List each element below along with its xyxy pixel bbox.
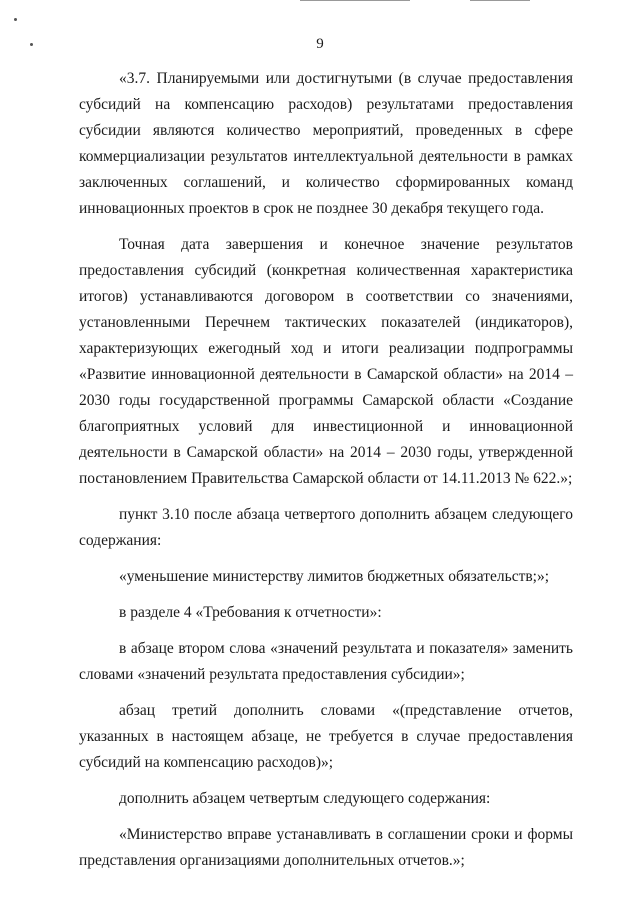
top-edge-mark (300, 0, 410, 1)
paragraph-exact-date: Точная дата завершения и конечное значение результатов предоставления субсидий (конкретная количественная характеристика итогов) устанавливаются договором в соответствии со значениями, установленными Перечнем тактических показателей (индикаторов), характеризующих ежегодный ход и итоги реализации подпрограммы «Развитие инновационной деятельности в Самарской области» на 2014 – 2030 годы государственной программы Самарской области «Создание благоприятных условий для инвестиционной и инновационной деятельности в Самарской области» на 2014 – 2030 годы, утвержденной постановлением Правительства Самарской области от 14.11.2013 № 622.»; (79, 236, 573, 487)
top-edge-mark (470, 0, 530, 1)
paragraph-third-abzac: абзац третий дополнить словами «(представление отчетов, указанных в настоящем абзаце, не требуется в случае предоставления субсидий на компенсацию расходов)»; (79, 702, 573, 771)
paragraph-second-abzac: в абзаце втором слова «значений результата и показателя» заменить словами «значений результата предоставления субсидии»; (79, 640, 573, 683)
page-number: 9 (316, 36, 324, 52)
paragraph-ministry: «Министерство вправе устанавливать в соглашении сроки и формы представления организациями дополнительных отчетов.»; (79, 826, 573, 869)
paragraph-fourth-abzac: дополнить абзацем четвертым следующего содержания: (119, 790, 491, 807)
paragraph-point-3-10: пункт 3.10 после абзаца четвертого дополнить абзацем следующего содержания: (79, 506, 573, 549)
paragraph-section-4: в разделе 4 «Требования к отчетности»: (119, 604, 382, 621)
document-body (79, 66, 573, 884)
scan-speck (14, 18, 17, 21)
paragraph-3-7: «3.7. Планируемыми или достигнутыми (в случае предоставления субсидий на компенсацию расходов) результатами предоставления субсидии являются количество мероприятий, проведенных в сфере коммерциализации результатов интеллектуальной деятельности в рамках заключенных соглашений, и количество сформированных команд инновационных проектов в срок не позднее 30 декабря текущего года. (79, 70, 573, 217)
paragraph-limits: «уменьшение министерству лимитов бюджетных обязательств;»; (119, 568, 550, 585)
